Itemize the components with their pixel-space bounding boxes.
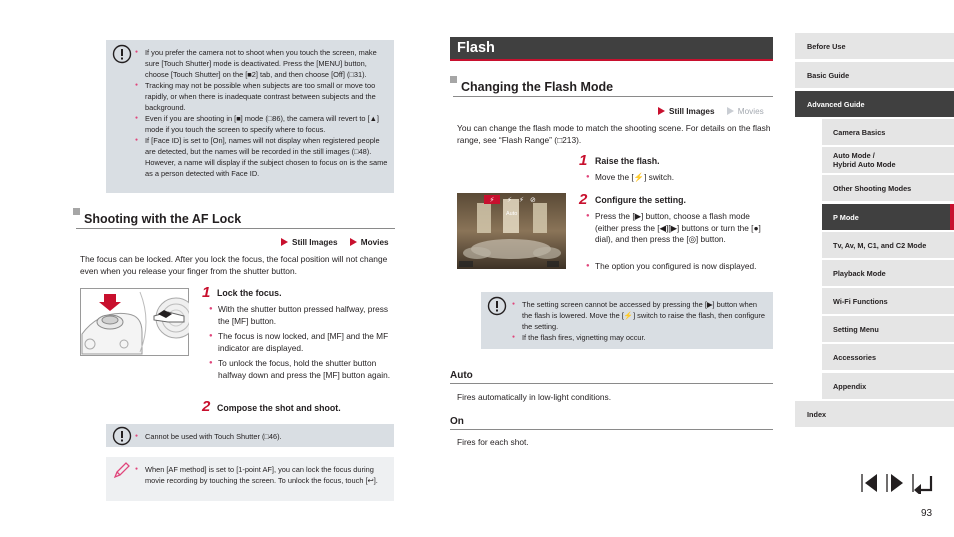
af-lock-intro: The focus can be locked. After you lock the focus, the focal position will not change even when you release your finger from the shutter button. <box>80 254 388 276</box>
step-bullet: ● The option you configured is now displayed. <box>595 261 775 273</box>
note-item: ● If [Face ID] is set to [On], names will not display when registered people are detected, but the names will be recorded in the still images (□48). However, a name will display if the subject chosen to focus on is the same as a person detected with Face ID. <box>145 135 389 179</box>
mode-still-images: Still Images <box>669 107 715 116</box>
heading-square-icon <box>450 76 457 83</box>
step-bullet: ● With the shutter button pressed halfway, press the [MF] button. <box>218 304 394 327</box>
sidebar-item-setting-menu[interactable]: Setting Menu <box>822 316 954 342</box>
subsection-text-on: Fires for each shot. <box>457 437 529 447</box>
sidebar-item-auto-mode[interactable]: Auto Mode / Hybrid Auto Mode <box>822 147 954 173</box>
sidebar-item-accessories[interactable]: Accessories <box>822 344 954 370</box>
subsection-heading-on: On <box>450 416 773 430</box>
caution-note-flash <box>481 292 773 349</box>
shooting-modes <box>658 107 764 116</box>
page-title: Flash <box>457 40 495 56</box>
caution-icon <box>112 44 132 64</box>
screen-mode-label: Auto <box>506 211 518 217</box>
step-title-1: Lock the focus. <box>217 288 282 298</box>
step-bullet: ● Press the [▶] button, choose a flash mode (either press the [◀][▶] buttons or turn the [●] dial), and then press the [◎] button. <box>595 211 775 246</box>
sidebar-item-other-shooting-modes[interactable]: Other Shooting Modes <box>822 175 954 201</box>
svg-text:⚡: ⚡ <box>507 196 512 204</box>
svg-text:⚡: ⚡ <box>519 196 524 204</box>
mode-still-images: Still Images <box>292 238 338 247</box>
step-bullet: ● Move the [⚡] switch. <box>595 172 775 184</box>
triangle-icon <box>727 107 734 115</box>
flash-setting-screen <box>457 193 566 269</box>
sidebar-item-playback-mode[interactable]: Playback Mode <box>822 260 954 286</box>
caution-icon <box>112 426 132 446</box>
step-number-1: 1 <box>202 284 211 301</box>
pencil-icon <box>112 460 132 480</box>
sidebar-item-tv-av-m[interactable]: Tv, Av, M, C1, and C2 Mode <box>822 232 954 258</box>
sidebar-item-appendix[interactable]: Appendix <box>822 373 954 399</box>
previous-page-icon[interactable] <box>860 472 882 494</box>
step-number-2: 2 <box>579 191 588 208</box>
note-item: ● The setting screen cannot be accessed by pressing the [▶] button when the flash is lowered. Move the [⚡] switch to raise the flash, then configure the setting. <box>522 299 768 332</box>
section-heading-flash-mode: Changing the Flash Mode <box>453 80 773 97</box>
triangle-icon <box>658 107 665 115</box>
triangle-icon <box>350 238 357 246</box>
step-bullet: ● To unlock the focus, hold the shutter button halfway down and press the [MF] button again. <box>218 358 394 381</box>
camera-shutter-illustration <box>80 288 189 356</box>
note-item: ● If the flash fires, vignetting may occur. <box>522 332 768 343</box>
sidebar-item-before-use[interactable]: Before Use <box>795 33 954 59</box>
caution-note-top <box>106 40 394 193</box>
sidebar-item-camera-basics[interactable]: Camera Basics <box>822 119 954 145</box>
return-icon[interactable] <box>912 472 934 494</box>
shooting-modes <box>281 238 389 247</box>
page-title-bar <box>450 37 773 61</box>
section-heading-af-lock: Shooting with the AF Lock <box>76 212 395 229</box>
note-item: ● If you prefer the camera not to shoot when you touch the screen, make sure [Touch Shutter] mode is deactivated. Press the [MENU] button, choose [Touch Shutter] on the [■2] tab, and then choose [Off] (□31). <box>145 47 389 80</box>
subsection-text-auto: Fires automatically in low-light conditions. <box>457 392 612 402</box>
step-number-1: 1 <box>579 152 588 169</box>
step-title-2: Configure the setting. <box>595 195 686 205</box>
sidebar-item-basic-guide[interactable]: Basic Guide <box>795 62 954 88</box>
page-number: 93 <box>921 508 933 519</box>
step-bullet: ● The focus is now locked, and [MF] and the MF indicator are displayed. <box>218 331 394 354</box>
note-item: ● When [AF method] is set to [1-point AF], you can lock the focus during movie recording by touching the screen. To unlock the focus, touch [↩]. <box>145 464 389 486</box>
mode-movies: Movies <box>360 238 389 247</box>
svg-text:⚡: ⚡ <box>489 196 495 204</box>
sidebar-item-advanced-guide[interactable]: Advanced Guide <box>795 91 954 117</box>
note-item: ● Cannot be used with Touch Shutter (□46). <box>145 431 389 442</box>
memo-note <box>106 457 394 501</box>
step-title-2: Compose the shot and shoot. <box>217 403 341 413</box>
note-item: ● Tracking may not be possible when subjects are too small or move too rapidly, or when there is inadequate contrast between subjects and the background. <box>145 80 389 113</box>
next-page-icon[interactable] <box>886 472 908 494</box>
subsection-heading-auto: Auto <box>450 370 773 384</box>
triangle-icon <box>281 238 288 246</box>
step-title-1: Raise the flash. <box>595 156 660 166</box>
sidebar-item-index[interactable]: Index <box>795 401 954 427</box>
active-indicator <box>950 204 954 230</box>
svg-text:⊘: ⊘ <box>530 196 536 204</box>
mode-movies: Movies <box>737 107 764 116</box>
sidebar-item-p-mode[interactable]: P Mode <box>822 204 954 230</box>
caution-note-touch-shutter <box>106 424 394 447</box>
caution-icon <box>487 296 507 316</box>
flash-intro: You can change the flash mode to match the shooting scene. For details on the flash range, see “Flash Range” (□213). <box>457 123 771 145</box>
sidebar-item-wifi-functions[interactable]: Wi-Fi Functions <box>822 288 954 314</box>
step-number-2: 2 <box>202 398 211 415</box>
note-item: ● Even if you are shooting in [■] mode (□86), the camera will revert to [▲] mode if you touch the screen to specify where to focus. <box>145 113 389 135</box>
heading-square-icon <box>73 208 80 215</box>
